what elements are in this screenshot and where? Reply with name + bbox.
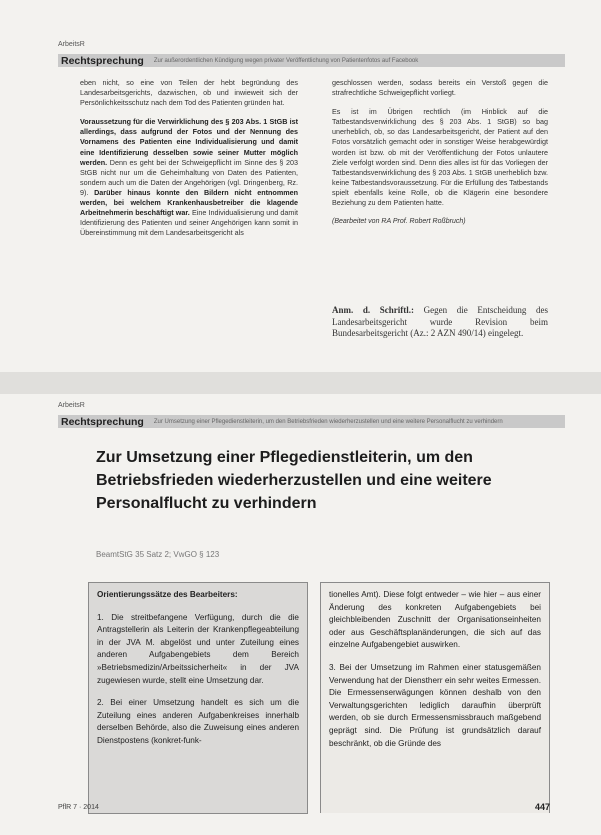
- guideline-item: 1. Die streitbefangene Verfügung, durch die die Antragstellerin als Leiterin der Krankenpflegeabteilung in der JVA M. abgelöst und unter Zuteilung eines anderen Aufgabengebiets dem Bereich »Betriebsmedizin/Arbeitssicherheit« in der JVA zugewiesen wurde, stellt eine Umsetzung dar.: [97, 612, 299, 685]
- left-column: [80, 78, 298, 247]
- section-header-subtitle: Zur Umsetzung einer Pflegedienstleiterin, um den Betriebsfrieden wiederherzustellen und eine weitere Personalflucht zu verhindern: [153, 418, 503, 425]
- right-column: [332, 78, 548, 236]
- title-line: Zur Umsetzung einer Pflegedienstleiterin, um den: [96, 449, 473, 466]
- section-header: [58, 415, 565, 428]
- page-number: 447: [535, 802, 551, 812]
- journal-footer: PflR 7 · 2014: [58, 804, 99, 811]
- article-title: [96, 446, 546, 515]
- legal-reference: BeamtStG 35 Satz 2; VwGO § 123: [96, 550, 220, 559]
- guidelines-box: [88, 582, 308, 814]
- section-label: ArbeitsR: [58, 41, 85, 48]
- bold-text: Darüber hinaus konnte den Bildern nicht entnommen werden, bei welchem Krankenhausbetreiber die klagende Arbeitnehmerin beschäftigt war.: [80, 187, 298, 218]
- bold-text: Voraussetzung für die Verwirklichung des § 203 Abs. 1 StGB ist allerdings, dass aufgrund der Fotos und der Nennung des Vornamens des Patienten eine Individualisierung und damit eine Identifizierung desselben sowie seiner Mutter möglich werden.: [80, 117, 298, 167]
- paragraph: geschlossen werden, sodass bereits ein Verstoß gegen die strafrechtliche Schweigepflicht vorliegt.: [332, 78, 548, 98]
- title-line: Personalflucht zu verhindern: [96, 495, 317, 512]
- guidelines-heading: Orientierungssätze des Bearbeiters:: [97, 590, 238, 599]
- guidelines-box-continued: [320, 582, 550, 813]
- section-header-subtitle: Zur außerordentlichen Kündigung wegen privater Veröffentlichung von Patientenfotos auf Facebook: [153, 57, 419, 64]
- remark-text: Gegen die Entscheidung des Landesarbeitsgericht wurde Revision beim Bundesarbeitsgericht (Az.: 2 AZN 490/14) eingelegt.: [332, 305, 548, 338]
- text: Denn es geht bei der Schweigepflicht im Sinne des § 203 StGB nicht nur um die Geheimhaltung von Daten des Patienten, sondern auch um die Daten der Angehörigen (vgl. Dringenberg, Rz. 9).: [80, 157, 298, 197]
- remark-label: Anm. d. Schriftl.:: [332, 305, 415, 315]
- section-header: [58, 54, 565, 67]
- section-label: ArbeitsR: [58, 402, 85, 409]
- author-remark: [332, 305, 548, 340]
- paragraph: [80, 117, 298, 238]
- section-header-title: Rechtsprechung: [61, 54, 144, 67]
- paragraph: eben nicht, so eine von Teilen der hebt begründung des Landesarbeitsgerichts, dazwischen, ob und inwieweit sich der Persönlichkeitsschutz nach dem Tod des Patienten gründen hat.: [80, 78, 298, 108]
- page-separator: [0, 372, 601, 394]
- guideline-item: 2. Bei einer Umsetzung handelt es sich um die Zuteilung eines anderen Aufgabenkreises innerhalb derselben Behörde, also die Zuweisung eines anderen Dienstpostens (konkret-funk-: [97, 698, 299, 745]
- title-line: Betriebsfrieden wiederherzustellen und eine weitere: [96, 472, 492, 489]
- paragraph: Es ist im Übrigen rechtlich (im Hinblick auf die Tatbestandsverwirklichung des § 203 Abs. 1 StGB) so bag unerheblich, ob, so das Landesarbeitsgericht, der Patient auf den Fotos vorsätzlich gemacht oder in sonstiger Weise herabgewürdigt worden ist bzw. ob mit der Veröffentlichung der Fotos unlautere Ziele verfolgt worden sind. Denn dies alles ist für das Vorliegen der Tatbestandsverwirklichung des § 203 Abs. 1 StGB unerheblich bzw. keine Tatbestandsvoraussetzung. Für die Erfüllung des Tatbestands spielt ebenfalls keine Rolle, ob die Klägerin eine besondere Beziehung zu dem Patienten hatte.: [332, 107, 548, 208]
- editor-note: (Bearbeitet von RA Prof. Robert Roßbruch): [332, 218, 466, 226]
- guideline-item: 3. Bei der Umsetzung im Rahmen einer statusgemäßen Verwendung hat der Dienstherr ein sehr weites Ermessen. Die Ermessenserwägungen können deshalb von den Verwaltungsgerichten lediglich daraufhin überprüft werden, ob sie durch Ermessensmissbrauch maßgebend geprägt sind. Die Prüfung ist grundsätzlich darauf beschränkt, ob die Gründe des: [329, 662, 541, 748]
- guideline-item: tionelles Amt). Diese folgt entweder – wie hier – aus einer Änderung des konkreten Aufgabengebiets bei gleichbleibenden Zuschnitt der Organisationseinheiten oder aus Geschäftsplanänderungen, die sich auf das einzelne Aufgabengebiet auswirken.: [329, 590, 541, 650]
- text: Eine Individualisierung und damit Identifizierung des Patienten und seiner Angehörigen kann somit in Übereinstimmung mit dem Landesarbeitsgericht als: [80, 208, 298, 238]
- section-header-title: Rechtsprechung: [61, 415, 144, 428]
